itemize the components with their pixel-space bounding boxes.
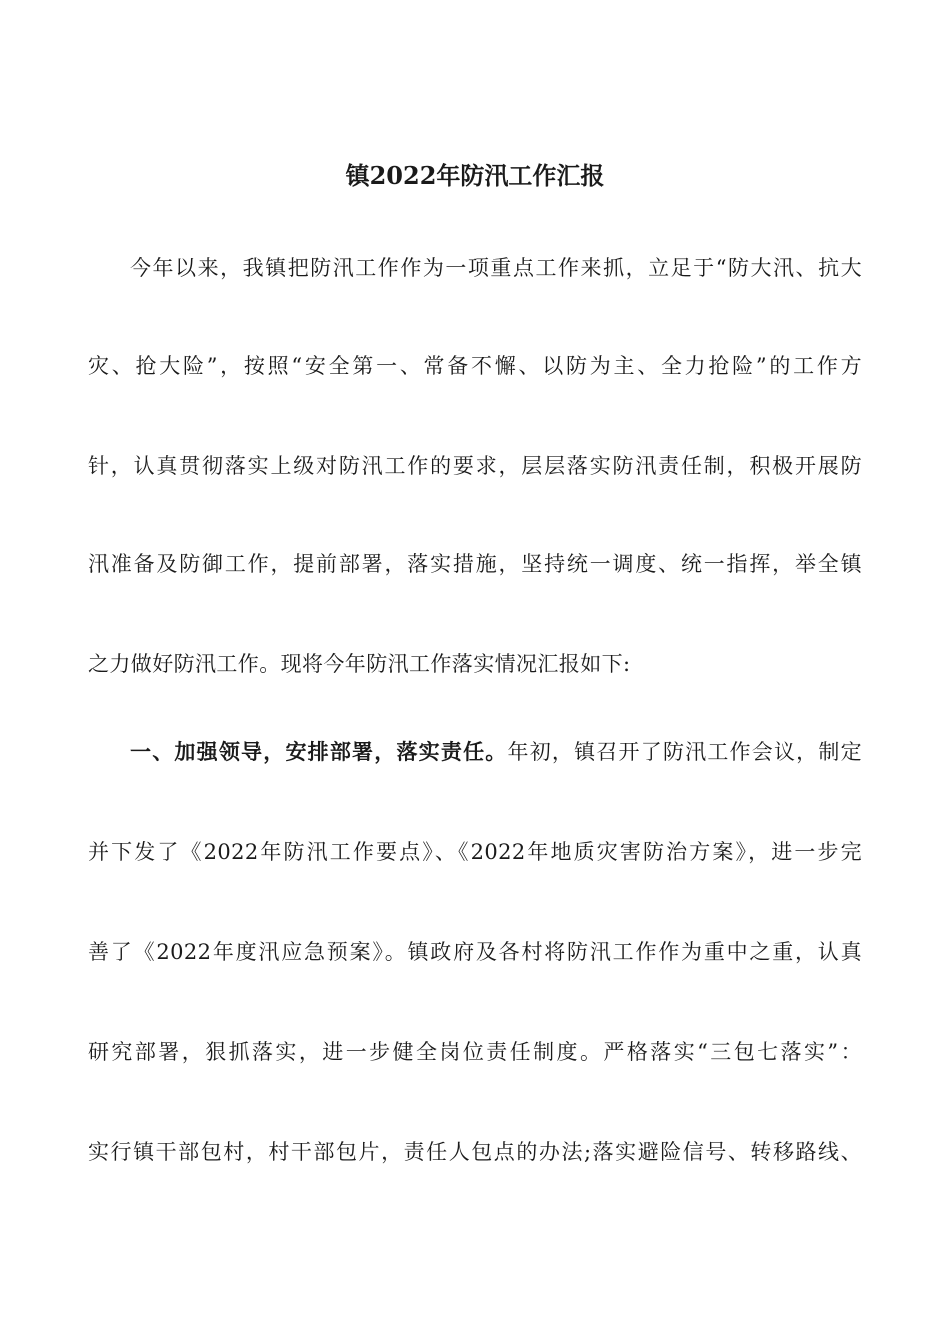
paragraph-1-line-4: 汛准备及防御工作，提前部署，落实措施，坚持统一调度、统一指挥，举全镇	[88, 552, 862, 576]
paragraph-1-line-1: 今年以来，我镇把防汛工作作为一项重点工作来抓，立足于“防大汛、抗大	[130, 256, 862, 280]
paragraph-1-line-3: 针，认真贯彻落实上级对防汛工作的要求，层层落实防汛责任制，积极开展防	[88, 454, 862, 478]
document-title: 镇2022年防汛工作汇报	[345, 161, 605, 190]
paragraph-2-line-3: 善了《2022年度汛应急预案》。镇政府及各村将防汛工作作为重中之重，认真	[88, 940, 862, 964]
paragraph-1-line-5: 之力做好防汛工作。现将今年防汛工作落实情况汇报如下:	[88, 652, 631, 676]
paragraph-2-line-4: 研究部署，狠抓落实，进一步健全岗位责任制度。严格落实“三包七落实”：	[88, 1040, 862, 1064]
paragraph-1-line-2: 灾、抢大险”，按照“安全第一、常备不懈、以防为主、全力抢险”的工作方	[88, 354, 862, 378]
paragraph-2-line-1-text: 年初，镇召开了防汛工作会议，制定	[507, 740, 862, 764]
paragraph-2-line-5: 实行镇干部包村，村干部包片，责任人包点的办法;落实避险信号、转移路线、	[88, 1140, 862, 1164]
paragraph-2-line-2: 并下发了《2022年防汛工作要点》、《2022年地质灾害防治方案》，进一步完	[88, 840, 862, 864]
section-heading: 一、加强领导，安排部署，落实责任。	[130, 739, 508, 764]
paragraph-2-line-1	[130, 732, 862, 772]
